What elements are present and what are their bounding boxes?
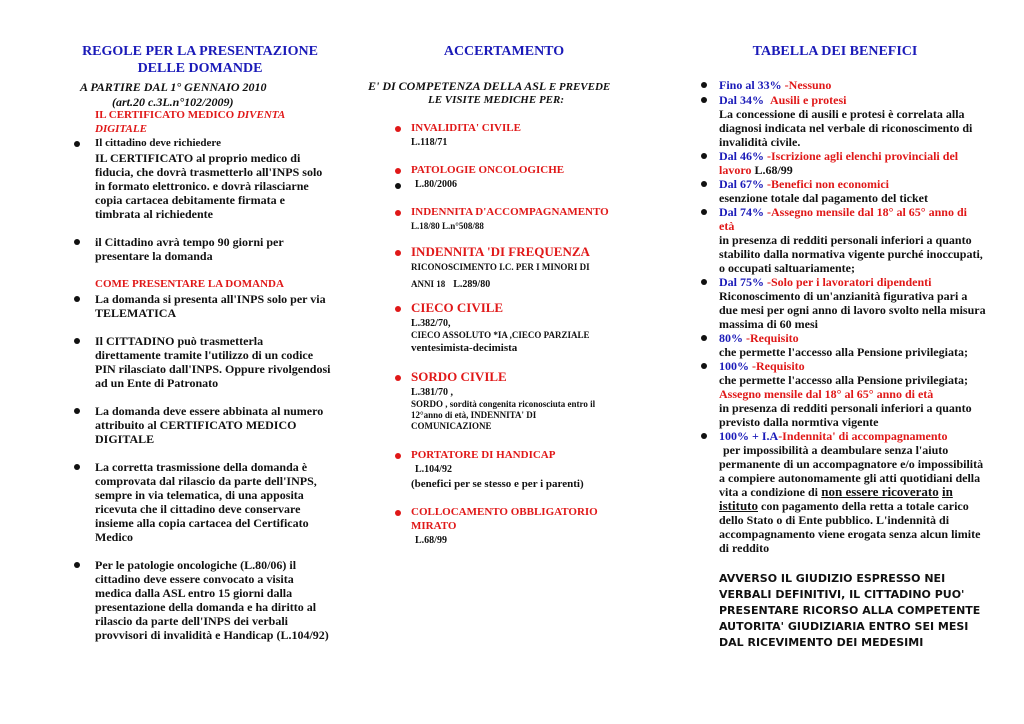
bullet-icon <box>395 306 401 312</box>
text-line: ad un Ente di Patronato <box>95 376 219 390</box>
col1-b3 <box>95 292 326 320</box>
col3-item-100 <box>719 359 1009 429</box>
col2-handicap-law: L.104/92 <box>415 464 452 475</box>
percent-label: Dal 74% <box>719 205 764 219</box>
text-line: provvisori di invalidità e Handicap (L.104/92) <box>95 628 329 642</box>
col3-item-75 <box>719 275 1014 331</box>
cert-title-a: IL CERTIFICATO MEDICO <box>95 109 235 121</box>
text-line: insieme alla copia cartacea del Certificato <box>95 516 309 530</box>
text-line <box>719 485 1014 499</box>
percent-label: Fino al 33% <box>719 78 782 92</box>
bullet-icon <box>701 335 707 341</box>
col1-cert-title <box>95 109 285 122</box>
cert-title-b: DIVENTA <box>236 109 286 121</box>
benefit-label: -Requisito <box>746 331 799 345</box>
text-line: La concessione di ausili e protesi è correlata alla <box>719 107 965 121</box>
text-line: in formato elettronico. e dovrà rilasciarne <box>95 179 309 193</box>
text-line: stabilito dalla normativa vigente purché inoccupati, <box>719 247 983 261</box>
col3-ricorso-notice <box>719 571 1019 651</box>
percent-label: Dal 67% <box>719 177 764 191</box>
col2-cieco-law: L.382/70, <box>411 318 451 329</box>
bullet-icon <box>701 153 707 159</box>
benefit-label: -Benefici non economici <box>767 177 889 191</box>
benefit-label: -Assegno mensile dal 18° al 65° anno di <box>767 205 967 219</box>
text-line: TELEMATICA <box>95 306 177 320</box>
col2-handicap-desc: (benefici per se stesso e per i parenti) <box>411 478 584 490</box>
text-line: rilascio da parte dell'INPS dei verbali <box>95 614 288 628</box>
text-line: previsto dalla normtiva vigente <box>719 415 879 429</box>
text-line: dello Stato o di Ente pubblico. L'indennità di <box>719 513 950 527</box>
text-line: fiducia, che dovrà trasmetterlo all'INPS solo <box>95 165 323 179</box>
col2-frequenza-title: INDENNITA 'DI FREQUENZA <box>411 244 590 259</box>
benefit-label: -Requisito <box>752 359 805 373</box>
col1-heading-line2: DELLE DOMANDE <box>137 61 263 76</box>
text-line: timbrata al richiedente <box>95 207 213 221</box>
bullet-icon <box>701 97 707 103</box>
text-line: il Cittadino avrà tempo 90 giorni per <box>95 235 284 249</box>
bullet-icon <box>701 82 707 88</box>
text-line: AUTORITA' GIUDIZIARIA ENTRO SEI MESI <box>719 620 969 633</box>
text-line: che permette l'accesso alla Pensione privilegiata; <box>719 345 968 359</box>
col1-cert-title-2: DIGITALE <box>95 123 147 135</box>
text-line: La domanda deve essere abbinata al numero <box>95 404 324 418</box>
text-line: DIGITALE <box>95 432 155 446</box>
text-line: PIN rilasciato dall'INPS. Oppure rivolgendosi <box>95 362 331 376</box>
text-line: per impossibilità a deambulare senza l'aiuto <box>723 443 949 457</box>
text-line: SORDO , sordità congenita riconosciuta entro il <box>411 399 596 409</box>
benefit-label: -Iscrizione agli elenchi provinciali del <box>767 149 959 163</box>
bullet-icon <box>701 181 707 187</box>
col2-cieco-title: CIECO CIVILE <box>411 300 504 315</box>
col1-subtitle-law: (art.20 c.3L.n°102/2009) <box>112 95 234 109</box>
underlined-text: istituto <box>719 498 758 513</box>
text-line: due mesi per ogni anno di lavoro svolto nella misura <box>719 303 986 317</box>
benefit-label: Ausili e protesi <box>770 93 847 107</box>
text-line: attribuito al CERTIFICATO MEDICO <box>95 418 297 432</box>
frequenza-anni: ANNI 18 <box>411 279 446 289</box>
text-line: di reddito <box>719 541 770 555</box>
text-span: vita a condizione di <box>719 485 819 499</box>
percent-label: Dal 46% <box>719 149 764 163</box>
percent-label: Dal 34% <box>719 93 764 107</box>
text-line <box>719 499 1014 513</box>
col3-item-33 <box>719 78 831 92</box>
text-line: Medico <box>95 530 133 544</box>
benefit-label: -Solo per i lavoratori dipendenti <box>767 275 932 289</box>
col1-b2 <box>95 235 284 263</box>
percent-label: 80% <box>719 331 743 345</box>
subtitle-b: E PREVEDE <box>548 81 611 93</box>
law-label: L.68/99 <box>754 163 793 177</box>
col2-collocamento-title: COLLOCAMENTO OBBLIGATORIO <box>411 506 598 518</box>
bullet-icon <box>701 363 707 369</box>
bullet-icon <box>395 210 401 216</box>
col3-item-74 <box>719 205 1014 275</box>
col1-b1-rest <box>95 151 322 221</box>
text-line: DAL RICEVIMENTO DEI MEDESIMI <box>719 636 924 649</box>
col2-invalidita-title: INVALIDITA' CIVILE <box>411 122 521 134</box>
col3-heading: TABELLA DEI BENEFICI <box>752 44 918 59</box>
bullet-icon <box>701 209 707 215</box>
col1-b7 <box>95 558 329 642</box>
text-line: La corretta trasmissione della domanda è <box>95 460 308 474</box>
bullet-icon <box>74 338 80 344</box>
col2-subtitle-2: LE VISITE MEDICHE PER: <box>428 94 565 106</box>
text-line: direttamente tramite l'utilizzo di un codice <box>95 348 314 362</box>
text-line: invalidità civile. <box>719 135 801 149</box>
bullet-icon <box>74 296 80 302</box>
text-line: Il CITTADINO può trasmetterla <box>95 334 264 348</box>
text-line: IL CERTIFICATO al proprio medico di <box>95 151 301 165</box>
bullet-icon <box>74 239 80 245</box>
bullet-icon <box>395 510 401 516</box>
text-line: Riconoscimento di un'anzianità figurativa pari a <box>719 289 968 303</box>
text-line: o occupati saltuariamente; <box>719 261 855 275</box>
col2-frequenza-desc: RICONOSCIMENTO I.C. PER I MINORI DI <box>411 262 590 272</box>
bullet-icon <box>395 168 401 174</box>
text-line: VERBALI DEFINITIVI, IL CITTADINO PUO' <box>719 588 965 601</box>
text-line: in presenza di redditi personali inferiori a quanto <box>719 401 972 415</box>
col1-b4 <box>95 334 330 390</box>
bullet-icon <box>701 433 707 439</box>
text-line: AVVERSO IL GIUDIZIO ESPRESSO NEI <box>719 572 946 585</box>
text-line: età <box>719 219 735 233</box>
col3-item-46 <box>719 149 1009 177</box>
col3-item-80 <box>719 331 1009 359</box>
text-line: presentare la domanda <box>95 249 213 263</box>
col2-sordo-title: SORDO CIVILE <box>411 369 507 384</box>
text-line: copia cartacea debitamente firmata e <box>95 193 285 207</box>
col2-cieco-desc: CIECO ASSOLUTO *IA ,CIECO PARZIALE <box>411 330 590 340</box>
col2-subtitle <box>368 79 610 94</box>
col2-oncologiche-title: PATOLOGIE ONCOLOGICHE <box>411 164 565 176</box>
col2-oncologiche-law: L.80/2006 <box>415 179 457 190</box>
text-line: massima di 60 mesi <box>719 317 818 331</box>
text-line: permanente di un accompagnatore e/o impossibilità <box>719 457 984 471</box>
benefit-label: -Nessuno <box>784 78 832 92</box>
bullet-icon <box>74 408 80 414</box>
col3-item-34 <box>719 93 1009 149</box>
underlined-text: non essere ricoverato <box>821 484 939 499</box>
text-line: comprovata dal rilascio da parte dell'INPS, <box>95 474 317 488</box>
col2-invalidita-law: L.118/71 <box>411 137 448 148</box>
col3-item-67 <box>719 177 1009 205</box>
bullet-icon <box>395 183 401 189</box>
col2-cieco-desc-2: ventesimista-decimista <box>411 342 518 354</box>
text-line: diagnosi indicata nel verbale di riconoscimento di <box>719 121 973 135</box>
text-line: cittadino deve essere convocato a visita <box>95 572 294 586</box>
text-line: accompagnamento viene erogata senza alcun limite <box>719 527 981 541</box>
col2-frequenza-desc-2 <box>411 274 490 292</box>
text-line: a compiere autonomamente gli atti quotidiani della <box>719 471 981 485</box>
col2-accompagnamento-title: INDENNITA D'ACCOMPAGNAMENTO <box>411 206 609 218</box>
col2-sordo-law: L.381/70 , <box>411 387 453 398</box>
bullet-icon <box>395 250 401 256</box>
text-line: Assegno mensile dal 18° al 65° anno di età <box>719 387 934 401</box>
col1-heading-line1: REGOLE PER LA PRESENTAZIONE <box>82 44 318 59</box>
underlined-text: in <box>941 484 953 499</box>
text-line: in presenza di redditi personali inferiori a quanto <box>719 233 972 247</box>
text-line: sempre in via telematica, di una apposita <box>95 488 304 502</box>
text-span: con pagamento della retta a totale carico <box>761 499 969 513</box>
subtitle-a: E' DI COMPETENZA DELLA ASL <box>368 79 546 93</box>
text-line: esenzione totale dal pagamento del ticket <box>719 191 928 205</box>
percent-label: 100% + I.A <box>719 429 779 443</box>
text-line: Per le patologie oncologiche (L.80/06) il <box>95 558 297 572</box>
text-line: COMUNICAZIONE <box>411 421 492 431</box>
bullet-icon <box>395 126 401 132</box>
percent-label: Dal 75% <box>719 275 764 289</box>
col2-collocamento-title-2: MIRATO <box>411 520 457 532</box>
col2-heading: ACCERTAMENTO <box>443 44 565 59</box>
col1-b6 <box>95 460 317 544</box>
bullet-icon <box>395 453 401 459</box>
text-line: 12°anno di età, INDENNITA' DI <box>411 410 537 420</box>
frequenza-law: L.289/80 <box>453 279 491 290</box>
benefit-label: lavoro <box>719 163 752 177</box>
col1-come-title: COME PRESENTARE LA DOMANDA <box>95 278 284 290</box>
text-line: PRESENTARE RICORSO ALLA COMPETENTE <box>719 604 981 617</box>
col3-item-100-ia <box>719 429 1014 555</box>
text-line: medica dalla ASL entro 15 giorni dalla <box>95 586 293 600</box>
bullet-icon <box>74 562 80 568</box>
text-line: La domanda si presenta all'INPS solo per via <box>95 292 326 306</box>
col2-sordo-desc <box>411 399 595 432</box>
col2-handicap-title: PORTATORE DI HANDICAP <box>411 449 556 461</box>
bullet-icon <box>395 375 401 381</box>
benefit-label: -Indennita' di accompagnamento <box>778 429 948 443</box>
col2-collocamento-law: L.68/99 <box>415 535 447 546</box>
bullet-icon <box>701 279 707 285</box>
text-line: che permette l'accesso alla Pensione privilegiata; <box>719 373 968 387</box>
col1-subtitle-date: A PARTIRE DAL 1° GENNAIO 2010 <box>80 80 267 94</box>
col1-b1-line1: Il cittadino deve richiedere <box>95 137 221 149</box>
percent-label: 100% <box>719 359 749 373</box>
bullet-icon <box>74 464 80 470</box>
bullet-icon <box>74 141 80 147</box>
col1-b5 <box>95 404 323 446</box>
text-line: ricevuta che il cittadino deve conservare <box>95 502 301 516</box>
text-line: presentazione della domanda e ha diritto al <box>95 600 317 614</box>
col2-accompagnamento-law: L.18/80 L.n°508/88 <box>411 221 484 231</box>
